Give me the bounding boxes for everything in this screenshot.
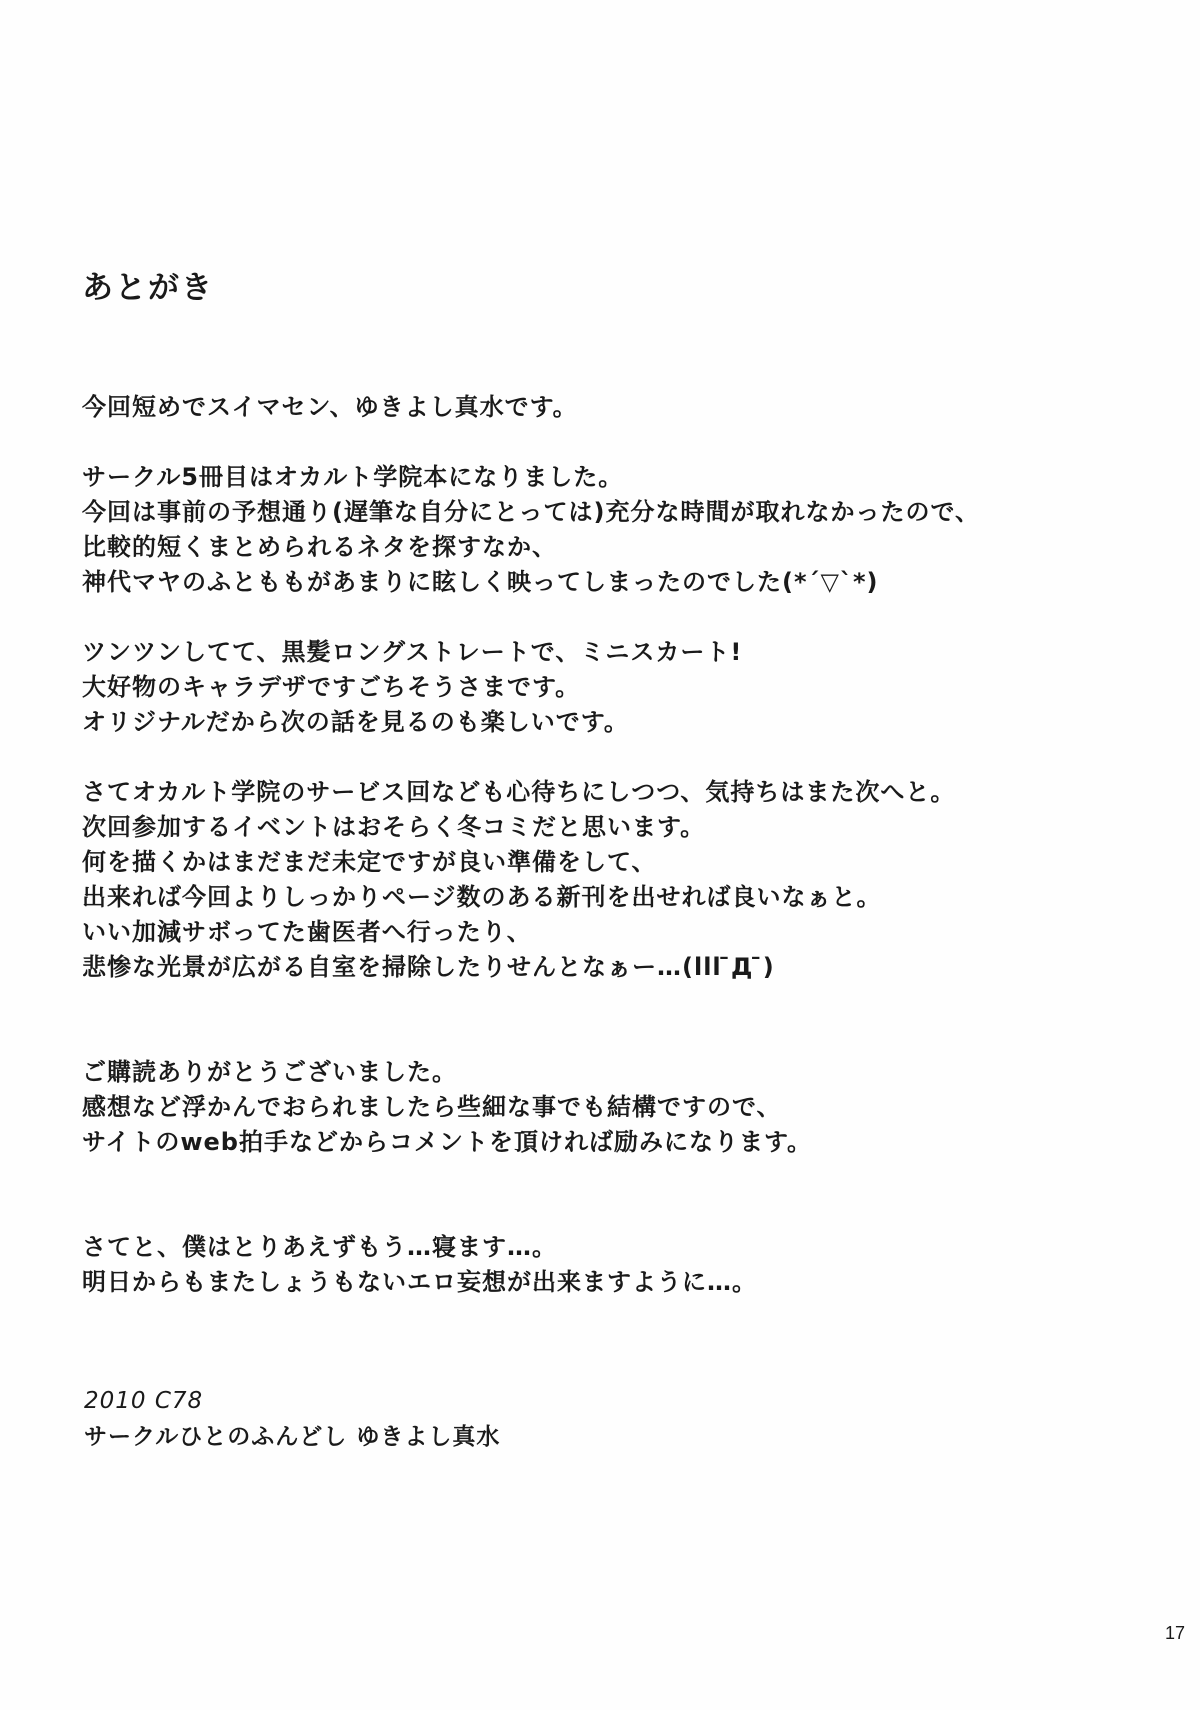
signoff [84, 1383, 500, 1455]
text-line: 感想など浮かんでおられましたら些細な事でも結構ですので、 [82, 1093, 782, 1121]
text-line: オリジナルだから次の話を見るのも楽しいです。 [82, 708, 629, 736]
text-line: 明日からもまたしょうもないエロ妄想が出来ますように…。 [82, 1268, 757, 1296]
text-line: 今回短めでスイマセン、ゆきよし真水です。 [82, 393, 578, 421]
text-line: 比較的短くまとめられるネタを探すなか、 [82, 533, 557, 561]
text-line: いい加減サボってた歯医者へ行ったり、 [82, 918, 532, 946]
text-line: 何を描くかはまだまだ未定ですが良い準備をして、 [82, 848, 657, 876]
afterword-body [82, 390, 1122, 1300]
text-line: さてと、僕はとりあえずもう…寝ます…。 [82, 1233, 557, 1261]
text-line: さてオカルト学院のサービス回なども心待ちにしつつ、気持ちはまた次へと。 [82, 778, 956, 806]
text-line: 出来れば今回よりしっかりページ数のある新刊を出せれば良いなぁと。 [82, 883, 882, 911]
text-line: 次回参加するイベントはおそらく冬コミだと思います。 [82, 813, 706, 841]
text-line: 神代マヤのふとももがあまりに眩しく映ってしまったのでした(*´▽`*) [82, 568, 879, 596]
page-number: 17 [1165, 1623, 1186, 1643]
text-line: 大好物のキャラデザですごちそうさまです。 [82, 673, 581, 701]
text-line: ツンツンしてて、黒髪ロングストレートで、ミニスカート! [82, 638, 743, 666]
text-line: ご購読ありがとうございました。 [82, 1058, 457, 1086]
text-line: サークル5冊目はオカルト学院本になりました。 [82, 463, 624, 491]
text-line: サイトのweb拍手などからコメントを頂ければ励みになります。 [82, 1128, 813, 1156]
text-line: 悲惨な光景が広がる自室を掃除したりせんとなぁー…(lll ̄Д ̄) [82, 953, 775, 981]
page-title: あとがき [82, 270, 214, 306]
event-label: 2010 C78 [84, 1388, 204, 1414]
author-credit: サークルひとのふんどし ゆきよし真水 [84, 1424, 501, 1450]
text-line: 今回は事前の予想通り(遅筆な自分にとっては)充分な時間が取れなかったので、 [82, 498, 980, 526]
